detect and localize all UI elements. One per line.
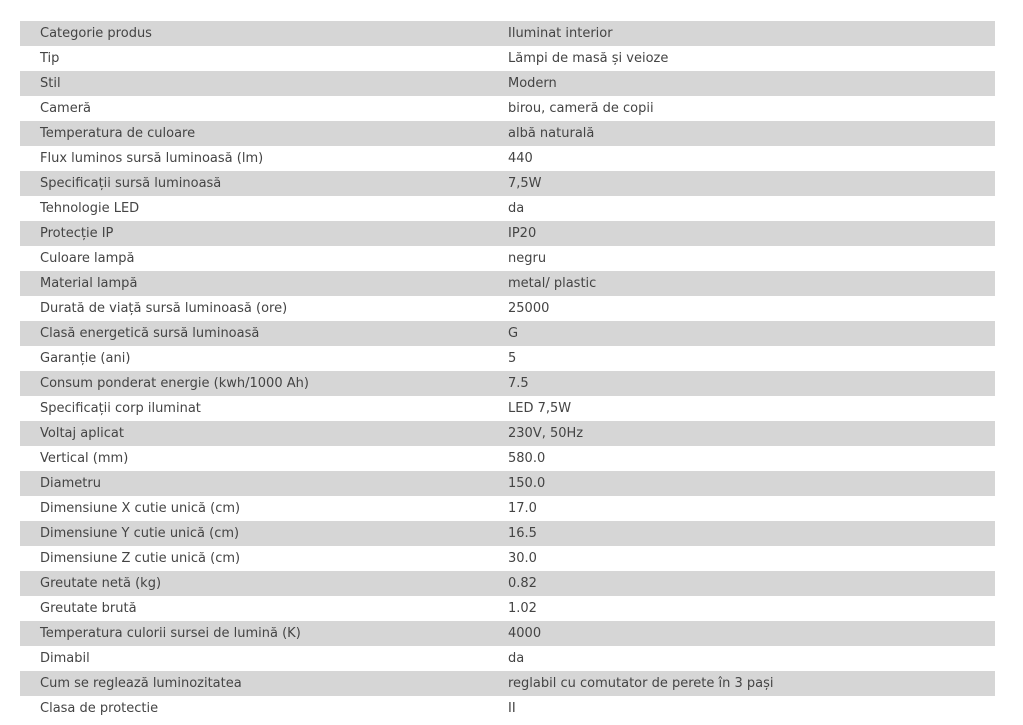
- spec-value: LED 7,5W: [508, 401, 572, 416]
- spec-value: IP20: [508, 226, 537, 241]
- spec-row: [20, 671, 995, 696]
- spec-value: reglabil cu comutator de perete în 3 pași: [508, 676, 774, 691]
- spec-row: [20, 371, 995, 396]
- spec-value: da: [508, 201, 525, 216]
- spec-label: Greutate netă (kg): [40, 576, 162, 591]
- spec-value: Iluminat interior: [508, 26, 613, 41]
- spec-label: Tehnologie LED: [40, 201, 140, 216]
- spec-label: Flux luminos sursă luminoasă (lm): [40, 151, 264, 166]
- spec-value: II: [508, 701, 516, 716]
- spec-label: Dimensiune Y cutie unică (cm): [40, 526, 240, 541]
- spec-row: [20, 46, 995, 71]
- spec-row: [20, 521, 995, 546]
- spec-label: Stil: [40, 76, 61, 91]
- spec-value: 440: [508, 151, 533, 166]
- spec-value: metal/ plastic: [508, 276, 597, 291]
- spec-row: [20, 221, 995, 246]
- spec-row: [20, 146, 995, 171]
- spec-value: da: [508, 651, 525, 666]
- spec-value: G: [508, 326, 519, 341]
- spec-value: 7,5W: [508, 176, 542, 191]
- spec-label: Voltaj aplicat: [40, 426, 124, 441]
- spec-row: [20, 171, 995, 196]
- spec-value: 4000: [508, 626, 542, 641]
- spec-row: [20, 496, 995, 521]
- spec-row: [20, 571, 995, 596]
- spec-label: Consum ponderat energie (kwh/1000 Ah): [40, 376, 309, 391]
- spec-label: Dimensiune X cutie unică (cm): [40, 501, 241, 516]
- spec-label: Clasa de protectie: [40, 701, 159, 716]
- spec-value: Lămpi de masă și veioze: [508, 51, 669, 66]
- spec-value: 0.82: [508, 576, 537, 591]
- spec-label: Specificații corp iluminat: [40, 401, 201, 416]
- spec-row: [20, 21, 995, 46]
- spec-row: [20, 696, 995, 721]
- spec-row: [20, 621, 995, 646]
- spec-label: Greutate brută: [40, 601, 137, 616]
- spec-label: Cum se reglează luminozitatea: [40, 676, 242, 691]
- spec-value: 230V, 50Hz: [508, 426, 584, 441]
- specifications-table: [20, 21, 995, 721]
- spec-label: Diametru: [40, 476, 101, 491]
- spec-label: Tip: [40, 51, 60, 66]
- spec-row: [20, 196, 995, 221]
- spec-label: Temperatura de culoare: [40, 126, 196, 141]
- spec-label: Specificații sursă luminoasă: [40, 176, 222, 191]
- spec-row: [20, 71, 995, 96]
- spec-value: 7.5: [508, 376, 529, 391]
- spec-row: [20, 596, 995, 621]
- spec-row: [20, 446, 995, 471]
- spec-row: [20, 296, 995, 321]
- spec-row: [20, 471, 995, 496]
- spec-value: 150.0: [508, 476, 546, 491]
- spec-label: Dimensiune Z cutie unică (cm): [40, 551, 241, 566]
- spec-label: Clasă energetică sursă luminoasă: [40, 326, 260, 341]
- spec-value: 580.0: [508, 451, 546, 466]
- spec-label: Garanție (ani): [40, 351, 131, 366]
- spec-row: [20, 121, 995, 146]
- spec-value: 30.0: [508, 551, 537, 566]
- spec-label: Vertical (mm): [40, 451, 129, 466]
- spec-value: 5: [508, 351, 517, 366]
- spec-value: 25000: [508, 301, 550, 316]
- spec-value: 17.0: [508, 501, 537, 516]
- spec-value: albă naturală: [508, 126, 595, 141]
- spec-value: birou, cameră de copii: [508, 101, 654, 116]
- spec-row: [20, 96, 995, 121]
- spec-label: Dimabil: [40, 651, 90, 666]
- spec-value: 1.02: [508, 601, 537, 616]
- spec-row: [20, 271, 995, 296]
- spec-row: [20, 246, 995, 271]
- spec-row: [20, 546, 995, 571]
- spec-value: Modern: [508, 76, 557, 91]
- spec-label: Culoare lampă: [40, 251, 135, 266]
- spec-row: [20, 646, 995, 671]
- spec-value: negru: [508, 251, 547, 266]
- spec-label: Material lampă: [40, 276, 138, 291]
- spec-label: Protecție IP: [40, 226, 114, 241]
- spec-row: [20, 396, 995, 421]
- spec-row: [20, 321, 995, 346]
- spec-row: [20, 421, 995, 446]
- spec-label: Categorie produs: [40, 26, 152, 41]
- spec-label: Temperatura culorii sursei de lumină (K): [40, 626, 301, 641]
- spec-row: [20, 346, 995, 371]
- spec-value: 16.5: [508, 526, 537, 541]
- spec-label: Cameră: [40, 101, 92, 116]
- spec-label: Durată de viață sursă luminoasă (ore): [40, 301, 288, 316]
